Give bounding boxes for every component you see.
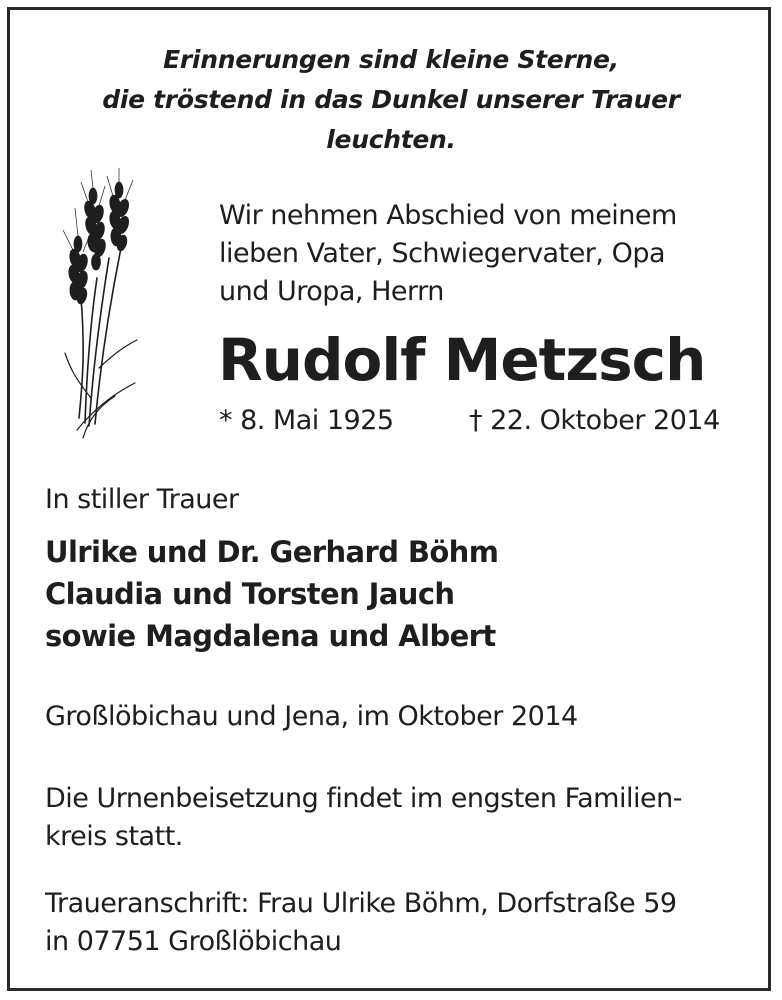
address-line: Traueranschrift: Frau Ulrike Böhm, Dorfstraße 59 [45, 888, 677, 919]
mourning-address [45, 885, 677, 961]
intro-line: Wir nehmen Abschied von meinem [219, 200, 677, 231]
memorial-quote [40, 40, 742, 160]
mourners-list [45, 531, 498, 657]
place-and-date: Großlöbichau und Jena, im Oktober 2014 [45, 701, 578, 732]
quote-line: die tröstend in das Dunkel unserer Trauer [102, 85, 680, 114]
quote-line: leuchten. [326, 125, 456, 154]
wheat-ears-icon [55, 168, 150, 440]
intro-line: lieben Vater, Schwiegervater, Opa [219, 238, 666, 269]
mourning-label: In stiller Trauer [45, 484, 239, 515]
mourner-line: Ulrike und Dr. Gerhard Böhm [45, 535, 499, 569]
mourner-line: sowie Magdalena und Albert [45, 619, 496, 653]
farewell-intro [219, 197, 677, 311]
burial-note-line: kreis statt. [45, 821, 183, 852]
burial-note [45, 780, 682, 856]
death-date: † 22. Oktober 2014 [469, 405, 720, 436]
quote-line: Erinnerungen sind kleine Sterne, [163, 45, 619, 74]
deceased-name: Rudolf Metzsch [218, 326, 706, 394]
intro-line: und Uropa, Herrn [219, 276, 444, 307]
burial-note-line: Die Urnenbeisetzung findet im engsten Familien- [45, 783, 682, 814]
mourner-line: Claudia und Torsten Jauch [45, 577, 455, 611]
birth-date: * 8. Mai 1925 [219, 405, 394, 436]
address-line: in 07751 Großlöbichau [45, 926, 342, 957]
